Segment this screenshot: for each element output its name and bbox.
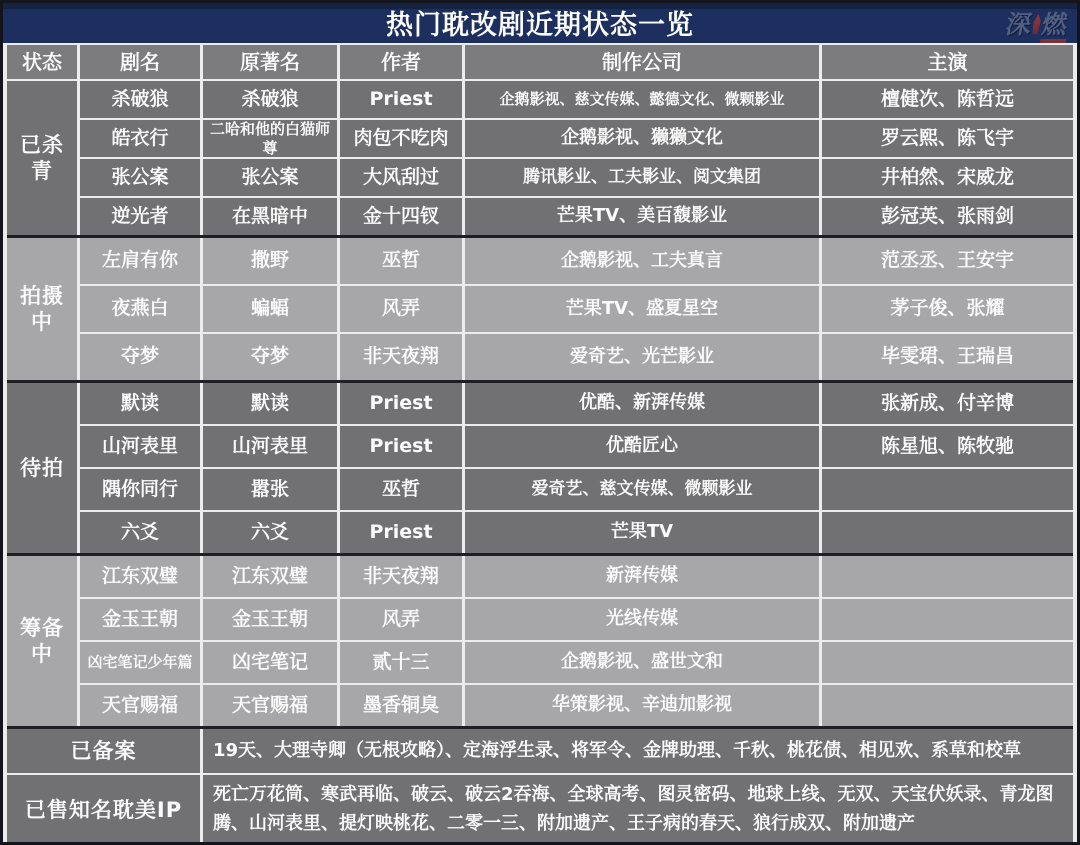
drama-name-cell: 杀破狼 [80, 81, 200, 118]
status-cell: 待拍 [7, 383, 77, 553]
drama-name-cell: 凶宅笔记少年篇 [80, 642, 200, 683]
cast-cell: 彭冠英、张雨剑 [822, 198, 1073, 235]
column-header-2: 原著名 [203, 45, 337, 79]
author-cell: 巫哲 [340, 469, 462, 510]
cast-cell: 茅子俊、张耀 [822, 286, 1073, 332]
cast-cell: 罗云熙、陈飞宇 [822, 120, 1073, 157]
author-cell: 墨香铜臭 [340, 685, 462, 726]
cast-cell: 毕雯珺、王瑞昌 [822, 334, 1073, 380]
drama-name-cell: 逆光者 [80, 198, 200, 235]
column-header-3: 作者 [340, 45, 462, 79]
company-cell: 爱奇艺、光芒影业 [465, 334, 819, 380]
cast-cell: 井柏然、宋威龙 [822, 159, 1073, 196]
footer-label: 已售知名耽美IP [7, 775, 200, 845]
drama-name-cell: 天官赐福 [80, 685, 200, 726]
original-name-cell: 夺梦 [203, 334, 337, 380]
original-name-cell: 山河表里 [203, 426, 337, 467]
column-header-5: 主演 [822, 45, 1073, 79]
company-cell: 企鹅影视、盛世文和 [465, 642, 819, 683]
footer-label: 已备案 [7, 729, 200, 773]
company-cell: 爱奇艺、慈文传媒、微颗影业 [465, 469, 819, 510]
author-cell: 大风刮过 [340, 159, 462, 196]
section-已杀青 [7, 81, 1073, 235]
original-name-cell: 天官赐福 [203, 685, 337, 726]
shenran-logo [1003, 10, 1069, 40]
company-cell: 腾讯影业、工夫影业、阅文集团 [465, 159, 819, 196]
drama-name-cell: 夜燕白 [80, 286, 200, 332]
section-拍摄中 [7, 235, 1073, 380]
status-cell: 拍摄中 [7, 238, 77, 380]
company-cell: 光线传媒 [465, 599, 819, 640]
column-header-1: 剧名 [80, 45, 200, 79]
original-name-cell: 六爻 [203, 512, 337, 553]
footer-row-1 [7, 726, 1073, 773]
footer-content: 19天、大理寺卿（无根攻略）、定海浮生录、将军令、金牌助理、千秋、桃花债、相见欢、系草和校草 [203, 729, 1073, 773]
company-cell: 企鹅影视、獭獭文化 [465, 120, 819, 157]
drama-name-cell: 隅你同行 [80, 469, 200, 510]
company-cell: 企鹅影视、工夫真言 [465, 238, 819, 284]
original-name-cell: 默读 [203, 383, 337, 424]
drama-name-cell: 皓衣行 [80, 120, 200, 157]
footer-row-2 [7, 775, 1073, 845]
author-cell: Priest [340, 81, 462, 118]
company-cell: 企鹅影视、慈文传媒、懿德文化、微颗影业 [465, 81, 819, 118]
original-name-cell: 在黑暗中 [203, 198, 337, 235]
section-待拍 [7, 380, 1073, 553]
cast-cell: 陈星旭、陈牧驰 [822, 426, 1073, 467]
author-cell: 贰十三 [340, 642, 462, 683]
company-cell: 优酷匠心 [465, 426, 819, 467]
author-cell: Priest [340, 383, 462, 424]
original-name-cell: 杀破狼 [203, 81, 337, 118]
original-name-cell: 嚣张 [203, 469, 337, 510]
author-cell: Priest [340, 512, 462, 553]
status-cell: 筹备中 [7, 556, 77, 726]
original-name-cell: 撒野 [203, 238, 337, 284]
company-cell: 华策影视、辛迪加影视 [465, 685, 819, 726]
drama-name-cell: 金玉王朝 [80, 599, 200, 640]
table-header-row [7, 45, 1073, 79]
drama-name-cell: 张公案 [80, 159, 200, 196]
original-name-cell: 江东双璧 [203, 556, 337, 597]
drama-name-cell: 默读 [80, 383, 200, 424]
company-cell: 芒果TV、盛夏星空 [465, 286, 819, 332]
cast-cell: 范丞丞、王安宇 [822, 238, 1073, 284]
logo-sub-mark [1040, 39, 1067, 43]
table-body [7, 81, 1073, 726]
footer-content: 死亡万花筒、寒武再临、破云、破云2吞海、全球高考、图灵密码、地球上线、无双、天宝伏妖录、青龙图腾、山河表里、提灯映桃花、二零一三、附加遗产、王子病的春天、狼行成双、附加遗产 [203, 775, 1073, 845]
cast-cell [822, 599, 1073, 640]
company-cell: 新湃传媒 [465, 556, 819, 597]
drama-name-cell: 夺梦 [80, 334, 200, 380]
author-cell: 非天夜翔 [340, 334, 462, 380]
original-name-cell: 张公案 [203, 159, 337, 196]
original-name-cell: 金玉王朝 [203, 599, 337, 640]
table-footer [7, 726, 1073, 845]
drama-name-cell: 六爻 [80, 512, 200, 553]
company-cell: 芒果TV、美百馥影业 [465, 198, 819, 235]
company-cell: 优酷、新湃传媒 [465, 383, 819, 424]
cast-cell [822, 685, 1073, 726]
author-cell: Priest [340, 426, 462, 467]
title-bar [3, 3, 1077, 43]
drama-name-cell: 山河表里 [80, 426, 200, 467]
original-name-cell: 凶宅笔记 [203, 642, 337, 683]
drama-name-cell: 江东双璧 [80, 556, 200, 597]
original-name-cell: 二哈和他的白猫师尊 [203, 120, 337, 157]
author-cell: 巫哲 [340, 238, 462, 284]
company-cell: 芒果TV [465, 512, 819, 553]
column-header-4: 制作公司 [465, 45, 819, 79]
page-title: 热门耽改剧近期状态一览 [386, 10, 694, 41]
column-header-0: 状态 [7, 45, 77, 79]
logo-char-left: 深 [1003, 10, 1034, 39]
cast-cell [822, 469, 1073, 510]
author-cell: 风弄 [340, 599, 462, 640]
cast-cell [822, 556, 1073, 597]
cast-cell: 檀健次、陈哲远 [822, 81, 1073, 118]
author-cell: 风弄 [340, 286, 462, 332]
section-筹备中 [7, 553, 1073, 726]
logo-char-right: 燃 [1039, 10, 1070, 39]
author-cell: 肉包不吃肉 [340, 120, 462, 157]
drama-name-cell: 左肩有你 [80, 238, 200, 284]
status-cell: 已杀青 [7, 81, 77, 235]
author-cell: 金十四钗 [340, 198, 462, 235]
cast-cell: 张新成、付辛博 [822, 383, 1073, 424]
author-cell: 非天夜翔 [340, 556, 462, 597]
original-name-cell: 蝙蝠 [203, 286, 337, 332]
cast-cell [822, 642, 1073, 683]
cast-cell [822, 512, 1073, 553]
